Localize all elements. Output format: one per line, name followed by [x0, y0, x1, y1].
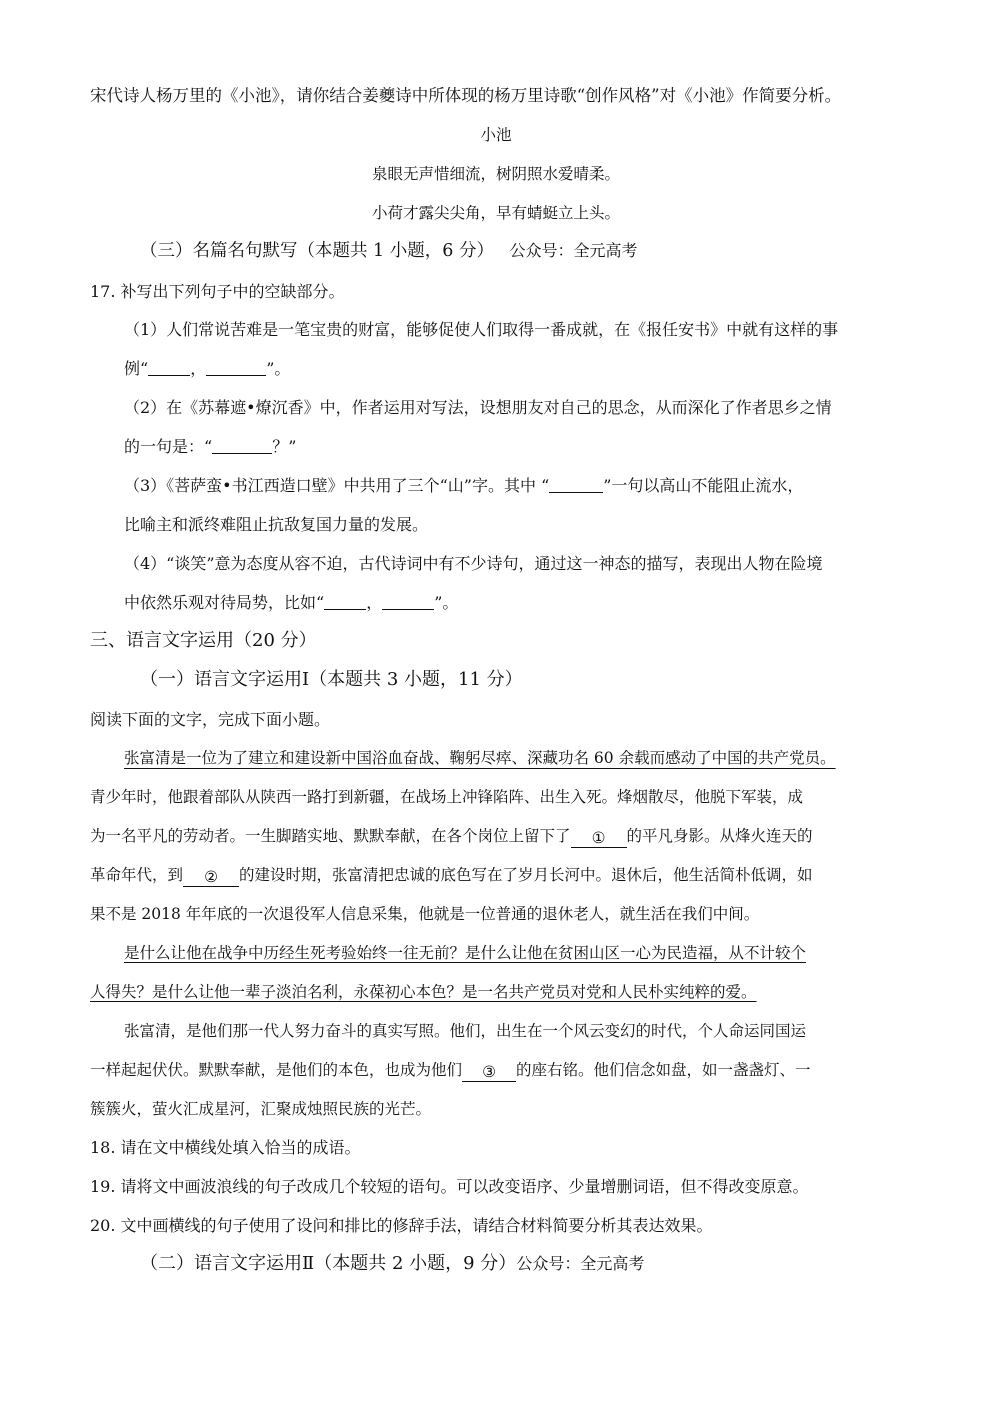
underlined-sentence-line2: 人得失？是什么让他一辈子淡泊名利，永葆初心本色？是一名共产党员对党和人民朴实纯粹的爱。	[90, 983, 757, 1001]
q17-part1-line1: （1）人们常说苦难是一笔宝贵的财富，能够促使人们取得一番成就，在《报任安书》中就有这样的事	[124, 320, 839, 339]
q17-part2-line2: 的一句是：“ ？”	[124, 437, 297, 456]
wavy-underlined-sentence: 张富清是一位为了建立和建设新中国浴血奋战、鞠躬尽瘁、深藏功名 60 余载而感动了中国的共产党员。	[124, 749, 836, 767]
passage-line: 为一名平凡的劳动者。一生脚踏实地、默默奉献，在各个岗位上留下了 ① 的平凡身影。从烽火连天的	[90, 827, 813, 847]
question-17-stem: 17. 补写出下列句子中的空缺部分。	[90, 282, 345, 301]
question-18: 18. 请在文中横线处填入恰当的成语。	[90, 1138, 361, 1157]
passage-line: 果不是 2018 年年底的一次退役军人信息采集，他就是一位普通的退休老人，就生活在我们中间。	[90, 905, 760, 923]
passage-line: 青少年时，他跟着部队从陕西一路打到新疆，在战场上冲锋陷阵、出生入死。烽烟散尽，他脱下军装，成	[90, 788, 804, 806]
watermark: 公众号：全元高考	[516, 1254, 645, 1273]
poem-line-2: 小荷才露尖尖角，早有蜻蜓立上头。	[371, 204, 620, 222]
answer-blank[interactable]	[324, 593, 366, 610]
reading-instruction: 阅读下面的文字，完成下面小题。	[90, 710, 331, 729]
subsection-heading-1: （一）语言文字运用Ⅰ（本题共 3 小题，11 分）	[140, 669, 523, 690]
passage-line: 张富清，是他们那一代人努力奋斗的真实写照。他们，出生在一个风云变幻的时代，个人命运同国运	[124, 1022, 807, 1040]
section-heading-text: （三）名篇名句默写（本题共 1 小题，6 分）	[140, 241, 494, 261]
q17-part3-line2: 比喻主和派终难阻止抗敌复国力量的发展。	[124, 515, 429, 534]
question-20: 20. 文中画横线的句子使用了设问和排比的修辞手法，请结合材料简要分析其表达效果。	[90, 1216, 713, 1235]
q17-part2-line1: （2）在《苏幕遮•燎沉香》中，作者运用对写法，设想朋友对自己的思念，从而深化了作者思乡之情	[124, 398, 832, 417]
passage-line: 一样起起伏伏。默默奉献，是他们的本色，也成为他们 ③ 的座右铭。他们信念如盘，如一盏盏灯、一	[90, 1061, 811, 1081]
q17-part4-line1: （4）“谈笑”意为态度从容不迫，古代诗词中有不少诗句，通过这一神态的描写，表现出人物在险境	[124, 554, 823, 573]
question-19: 19. 请将文中画波浪线的句子改成几个较短的语句。可以改变语序、少量增删词语，但不得改变原意。	[90, 1177, 809, 1196]
section-heading-recitation	[140, 241, 638, 261]
q17-part3-line1: （3）《菩萨蛮•书江西造口壁》中共用了三个“山”字。其中 “ ”一句以高山不能阻止流水，	[124, 476, 804, 495]
blank-2[interactable]: ②	[183, 868, 239, 887]
answer-blank[interactable]	[148, 359, 190, 376]
subsection-heading-2: （二）语言文字运用Ⅱ（本题共 2 小题，9 分）公众号：全元高考	[140, 1253, 645, 1274]
answer-blank[interactable]	[212, 437, 272, 454]
q17-part4-line2: 中依然乐观对待局势，比如“ ， ”。	[124, 593, 459, 612]
passage-line: 革命年代，到 ② 的建设时期，张富清把忠诚的底色写在了岁月长河中。退休后，他生活简朴低调，如	[90, 866, 813, 886]
poem-title: 小池	[480, 126, 512, 144]
answer-blank[interactable]	[382, 593, 434, 610]
passage-line: 簇簇火，萤火汇成星河，汇聚成烛照民族的光芒。	[90, 1100, 432, 1118]
blank-3[interactable]: ③	[462, 1063, 516, 1082]
underlined-sentence-line1: 是什么让他在战争中历经生死考验始终一往无前？是什么让他在贫困山区一心为民造福，从不计较个	[124, 944, 807, 962]
poem-line-1: 泉眼无声惜细流，树阴照水爱晴柔。	[371, 165, 620, 183]
part-heading-language-use: 三、语言文字运用（20 分）	[90, 630, 317, 651]
intro-line: 宋代诗人杨万里的《小池》，请你结合姜夔诗中所体现的杨万里诗歌“创作风格”对《小池》作简要分析。	[90, 86, 842, 105]
answer-blank[interactable]	[206, 359, 266, 376]
blank-1[interactable]: ①	[571, 829, 627, 848]
watermark: 公众号：全元高考	[509, 241, 638, 260]
answer-blank[interactable]	[549, 476, 603, 493]
q17-part1-line2: 例“ ， ”。	[124, 359, 291, 378]
